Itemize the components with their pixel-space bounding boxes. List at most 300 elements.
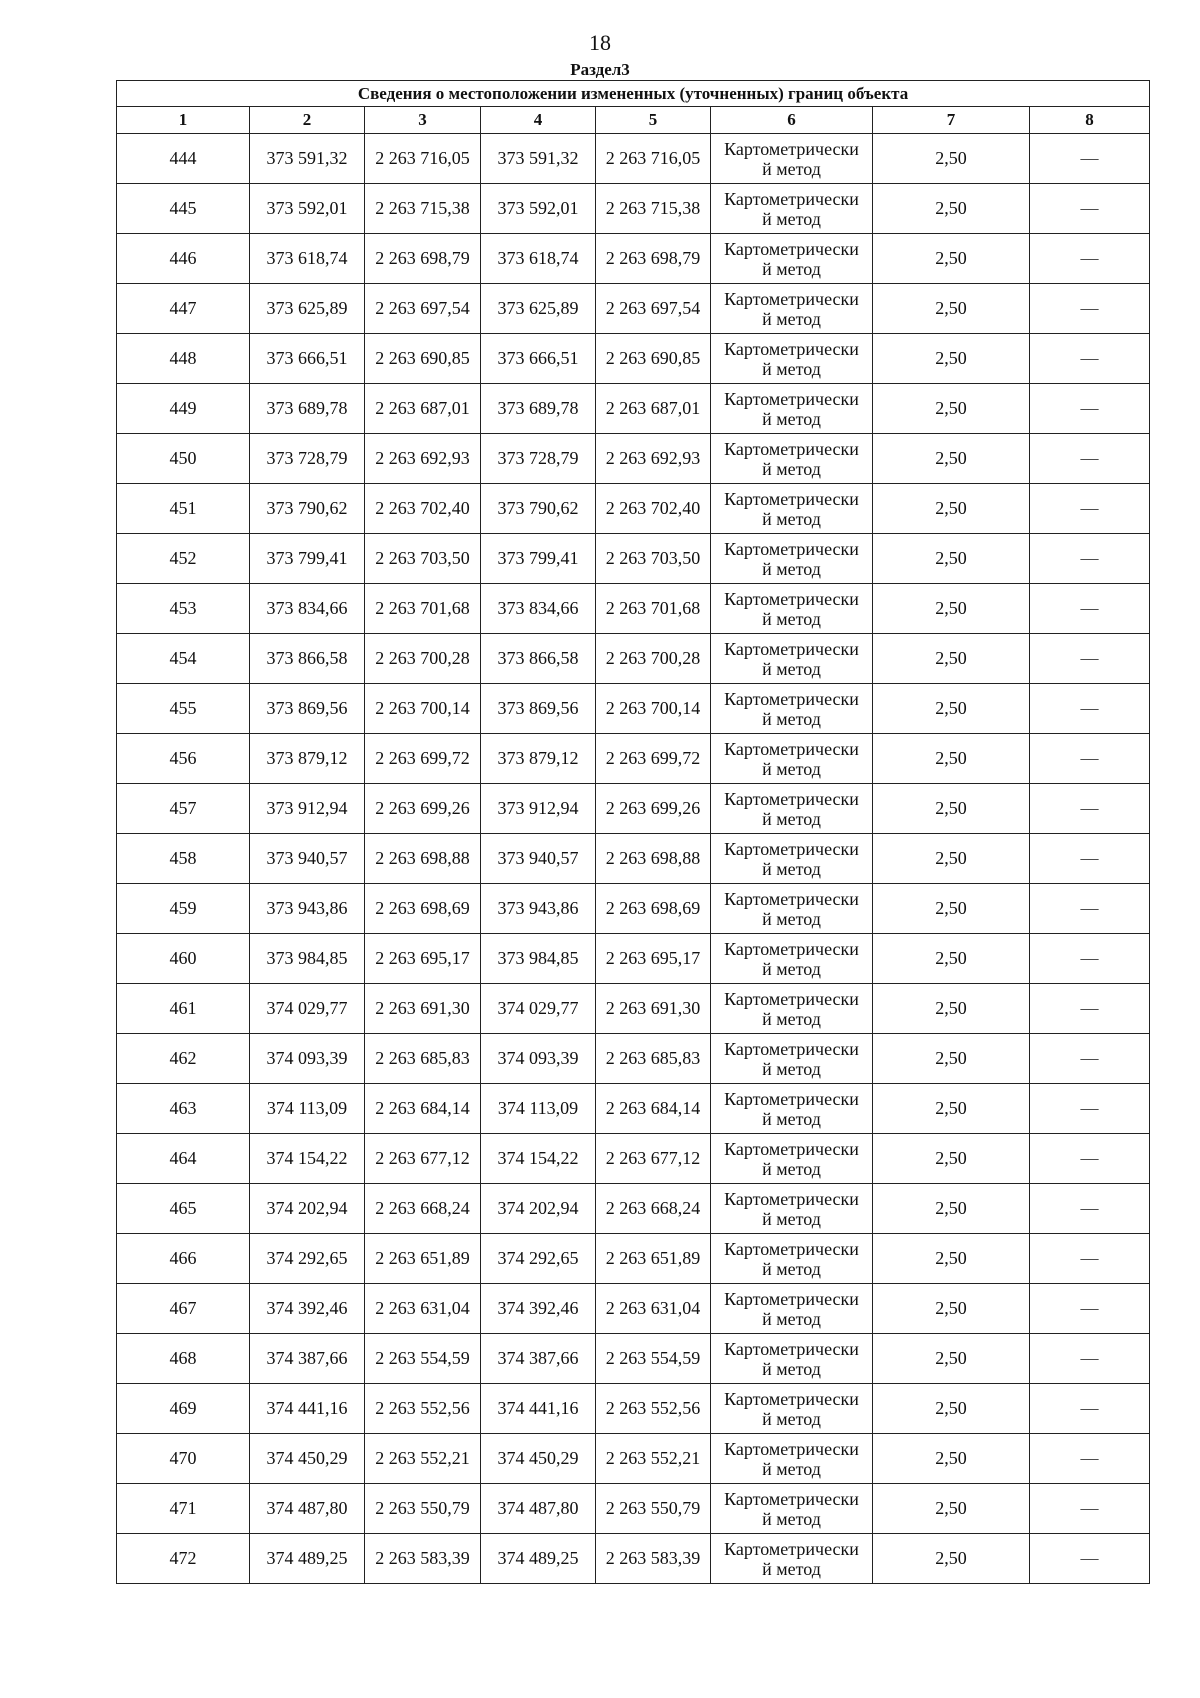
dash-cell: — [1030,984,1150,1034]
accuracy-cell: 2,50 [873,1384,1030,1434]
x-coordinate-refined: 373 866,58 [481,634,596,684]
y-coordinate-refined: 2 263 552,56 [596,1384,711,1434]
dash-cell: — [1030,234,1150,284]
boundary-table [116,80,1150,1584]
table-row [117,1534,1150,1584]
accuracy-cell: 2,50 [873,1284,1030,1334]
page-number: 18 [589,30,611,55]
x-coordinate: 374 450,29 [250,1434,365,1484]
accuracy-cell: 2,50 [873,1184,1030,1234]
dash-cell: — [1030,1034,1150,1084]
method-line-2: й метод [762,1458,821,1479]
method-line-1: Картометрически [724,888,859,909]
table-row [117,334,1150,384]
method-line-1: Картометрически [724,788,859,809]
column-number: 7 [873,107,1030,134]
y-coordinate-refined: 2 263 651,89 [596,1234,711,1284]
accuracy-cell: 2,50 [873,1434,1030,1484]
accuracy-cell: 2,50 [873,1034,1030,1084]
y-coordinate-refined: 2 263 554,59 [596,1334,711,1384]
y-coordinate-refined: 2 263 703,50 [596,534,711,584]
method-line-1: Картометрически [724,488,859,509]
accuracy-cell: 2,50 [873,434,1030,484]
dash-cell: — [1030,1134,1150,1184]
x-coordinate-refined: 374 450,29 [481,1434,596,1484]
x-coordinate: 373 940,57 [250,834,365,884]
table-row [117,184,1150,234]
point-number: 465 [117,1184,250,1234]
method-line-2: й метод [762,908,821,929]
y-coordinate-refined: 2 263 716,05 [596,134,711,184]
x-coordinate: 373 879,12 [250,734,365,784]
dash-cell: — [1030,884,1150,934]
y-coordinate-refined: 2 263 700,14 [596,684,711,734]
method-line-2: й метод [762,1358,821,1379]
point-number: 451 [117,484,250,534]
x-coordinate-refined: 373 592,01 [481,184,596,234]
x-coordinate: 373 866,58 [250,634,365,684]
method-cell [711,1034,873,1084]
y-coordinate: 2 263 700,28 [365,634,481,684]
dash-cell: — [1030,834,1150,884]
method-cell [711,134,873,184]
point-number: 449 [117,384,250,434]
accuracy-cell: 2,50 [873,634,1030,684]
x-coordinate-refined: 374 441,16 [481,1384,596,1434]
x-coordinate-refined: 374 093,39 [481,1034,596,1084]
column-number: 1 [117,107,250,134]
accuracy-cell: 2,50 [873,484,1030,534]
y-coordinate: 2 263 700,14 [365,684,481,734]
x-coordinate: 373 625,89 [250,284,365,334]
method-cell [711,684,873,734]
dash-cell: — [1030,734,1150,784]
point-number: 444 [117,134,250,184]
y-coordinate: 2 263 552,21 [365,1434,481,1484]
table-caption: Сведения о местоположении измененных (уточненных) границ объекта [117,81,1150,107]
x-coordinate: 374 489,25 [250,1534,365,1584]
dash-cell: — [1030,684,1150,734]
y-coordinate: 2 263 697,54 [365,284,481,334]
x-coordinate-refined: 374 292,65 [481,1234,596,1284]
point-number: 445 [117,184,250,234]
y-coordinate: 2 263 699,72 [365,734,481,784]
y-coordinate-refined: 2 263 699,26 [596,784,711,834]
method-line-1: Картометрически [724,938,859,959]
y-coordinate-refined: 2 263 699,72 [596,734,711,784]
method-line-1: Картометрически [724,438,859,459]
accuracy-cell: 2,50 [873,1084,1030,1134]
y-coordinate-refined: 2 263 700,28 [596,634,711,684]
x-coordinate-refined: 374 202,94 [481,1184,596,1234]
column-numbers-row [117,107,1150,134]
point-number: 464 [117,1134,250,1184]
accuracy-cell: 2,50 [873,934,1030,984]
method-line-1: Картометрически [724,538,859,559]
method-line-2: й метод [762,558,821,579]
x-coordinate: 374 202,94 [250,1184,365,1234]
dash-cell: — [1030,1334,1150,1384]
method-line-2: й метод [762,408,821,429]
x-coordinate-refined: 373 728,79 [481,434,596,484]
point-number: 472 [117,1534,250,1584]
dash-cell: — [1030,1384,1150,1434]
column-number: 3 [365,107,481,134]
y-coordinate-refined: 2 263 702,40 [596,484,711,534]
method-cell [711,734,873,784]
dash-cell: — [1030,334,1150,384]
method-cell [711,834,873,884]
method-line-1: Картометрически [724,1038,859,1059]
method-line-2: й метод [762,658,821,679]
point-number: 471 [117,1484,250,1534]
method-line-1: Картометрически [724,1488,859,1509]
x-coordinate-refined: 374 154,22 [481,1134,596,1184]
x-coordinate: 374 392,46 [250,1284,365,1334]
method-cell [711,284,873,334]
x-coordinate-refined: 373 879,12 [481,734,596,784]
table-row [117,1334,1150,1384]
method-line-2: й метод [762,1558,821,1579]
method-line-1: Картометрически [724,1538,859,1559]
dash-cell: — [1030,434,1150,484]
x-coordinate: 373 984,85 [250,934,365,984]
method-line-2: й метод [762,708,821,729]
method-cell [711,1534,873,1584]
y-coordinate-refined: 2 263 677,12 [596,1134,711,1184]
method-cell [711,784,873,834]
accuracy-cell: 2,50 [873,284,1030,334]
method-line-1: Картометрически [724,988,859,1009]
method-line-2: й метод [762,1208,821,1229]
y-coordinate: 2 263 690,85 [365,334,481,384]
method-line-1: Картометрически [724,1238,859,1259]
y-coordinate: 2 263 715,38 [365,184,481,234]
method-line-1: Картометрически [724,1288,859,1309]
table-row [117,934,1150,984]
method-line-2: й метод [762,1008,821,1029]
table-row [117,734,1150,784]
x-coordinate: 374 029,77 [250,984,365,1034]
point-number: 462 [117,1034,250,1084]
x-coordinate: 374 441,16 [250,1384,365,1434]
method-line-1: Картометрически [724,288,859,309]
x-coordinate-refined: 373 834,66 [481,584,596,634]
y-coordinate-refined: 2 263 698,79 [596,234,711,284]
method-line-1: Картометрически [724,238,859,259]
point-number: 463 [117,1084,250,1134]
method-line-2: й метод [762,858,821,879]
accuracy-cell: 2,50 [873,1134,1030,1184]
method-line-1: Картометрически [724,638,859,659]
x-coordinate: 373 799,41 [250,534,365,584]
method-line-1: Картометрически [724,1338,859,1359]
y-coordinate-refined: 2 263 684,14 [596,1084,711,1134]
y-coordinate-refined: 2 263 687,01 [596,384,711,434]
x-coordinate: 373 912,94 [250,784,365,834]
method-line-1: Картометрически [724,188,859,209]
table-row [117,384,1150,434]
x-coordinate-refined: 373 984,85 [481,934,596,984]
y-coordinate-refined: 2 263 631,04 [596,1284,711,1334]
dash-cell: — [1030,1484,1150,1534]
method-line-2: й метод [762,458,821,479]
dash-cell: — [1030,484,1150,534]
point-number: 453 [117,584,250,634]
x-coordinate: 373 790,62 [250,484,365,534]
method-cell [711,434,873,484]
dash-cell: — [1030,1284,1150,1334]
dash-cell: — [1030,634,1150,684]
method-cell [711,1284,873,1334]
method-line-2: й метод [762,1408,821,1429]
y-coordinate-refined: 2 263 695,17 [596,934,711,984]
y-coordinate: 2 263 695,17 [365,934,481,984]
method-line-1: Картометрически [724,588,859,609]
y-coordinate: 2 263 684,14 [365,1084,481,1134]
y-coordinate: 2 263 692,93 [365,434,481,484]
accuracy-cell: 2,50 [873,884,1030,934]
x-coordinate: 373 689,78 [250,384,365,434]
accuracy-cell: 2,50 [873,834,1030,884]
accuracy-cell: 2,50 [873,1334,1030,1384]
accuracy-cell: 2,50 [873,534,1030,584]
method-cell [711,884,873,934]
method-line-1: Картометрически [724,738,859,759]
method-cell [711,984,873,1034]
x-coordinate-refined: 373 689,78 [481,384,596,434]
table-row [117,984,1150,1034]
method-line-2: й метод [762,1108,821,1129]
dash-cell: — [1030,384,1150,434]
method-cell [711,934,873,984]
table-row [117,684,1150,734]
method-line-1: Картометрически [724,138,859,159]
table-row [117,1034,1150,1084]
table-row [117,1434,1150,1484]
method-cell [711,584,873,634]
method-cell [711,1184,873,1234]
method-line-2: й метод [762,308,821,329]
y-coordinate: 2 263 687,01 [365,384,481,434]
dash-cell: — [1030,784,1150,834]
y-coordinate: 2 263 651,89 [365,1234,481,1284]
method-line-1: Картометрически [724,1388,859,1409]
table-row [117,1084,1150,1134]
dash-cell: — [1030,1084,1150,1134]
column-number: 8 [1030,107,1150,134]
y-coordinate: 2 263 691,30 [365,984,481,1034]
y-coordinate: 2 263 668,24 [365,1184,481,1234]
x-coordinate: 374 292,65 [250,1234,365,1284]
y-coordinate-refined: 2 263 583,39 [596,1534,711,1584]
dash-cell: — [1030,584,1150,634]
point-number: 460 [117,934,250,984]
x-coordinate: 373 728,79 [250,434,365,484]
table-row [117,1384,1150,1434]
x-coordinate: 374 093,39 [250,1034,365,1084]
method-line-2: й метод [762,1258,821,1279]
x-coordinate-refined: 373 666,51 [481,334,596,384]
method-cell [711,184,873,234]
method-cell [711,1384,873,1434]
table-row [117,884,1150,934]
dash-cell: — [1030,1434,1150,1484]
point-number: 450 [117,434,250,484]
x-coordinate-refined: 374 113,09 [481,1084,596,1134]
method-line-1: Картометрически [724,1088,859,1109]
method-cell [711,484,873,534]
table-row [117,634,1150,684]
point-number: 467 [117,1284,250,1334]
y-coordinate: 2 263 716,05 [365,134,481,184]
y-coordinate: 2 263 701,68 [365,584,481,634]
point-number: 456 [117,734,250,784]
y-coordinate: 2 263 703,50 [365,534,481,584]
table-row [117,1484,1150,1534]
y-coordinate: 2 263 552,56 [365,1384,481,1434]
table-row [117,1234,1150,1284]
y-coordinate: 2 263 702,40 [365,484,481,534]
x-coordinate: 373 591,32 [250,134,365,184]
x-coordinate-refined: 374 387,66 [481,1334,596,1384]
table-row [117,434,1150,484]
point-number: 461 [117,984,250,1034]
method-line-2: й метод [762,808,821,829]
y-coordinate: 2 263 631,04 [365,1284,481,1334]
point-number: 469 [117,1384,250,1434]
method-line-2: й метод [762,1308,821,1329]
y-coordinate: 2 263 698,69 [365,884,481,934]
method-cell [711,1434,873,1484]
x-coordinate: 373 834,66 [250,584,365,634]
y-coordinate-refined: 2 263 685,83 [596,1034,711,1084]
y-coordinate-refined: 2 263 697,54 [596,284,711,334]
x-coordinate-refined: 373 625,89 [481,284,596,334]
method-line-1: Картометрически [724,388,859,409]
column-number: 6 [711,107,873,134]
accuracy-cell: 2,50 [873,684,1030,734]
method-cell [711,234,873,284]
method-cell [711,1084,873,1134]
dash-cell: — [1030,284,1150,334]
method-line-1: Картометрически [724,688,859,709]
x-coordinate-refined: 373 912,94 [481,784,596,834]
method-line-2: й метод [762,1058,821,1079]
method-line-2: й метод [762,358,821,379]
method-cell [711,1334,873,1384]
accuracy-cell: 2,50 [873,184,1030,234]
method-cell [711,1234,873,1284]
point-number: 468 [117,1334,250,1384]
accuracy-cell: 2,50 [873,384,1030,434]
x-coordinate: 373 666,51 [250,334,365,384]
table-row [117,834,1150,884]
point-number: 446 [117,234,250,284]
y-coordinate-refined: 2 263 552,21 [596,1434,711,1484]
x-coordinate-refined: 373 799,41 [481,534,596,584]
method-line-1: Картометрически [724,1438,859,1459]
method-line-1: Картометрически [724,838,859,859]
x-coordinate: 373 869,56 [250,684,365,734]
y-coordinate-refined: 2 263 698,69 [596,884,711,934]
table-row [117,1284,1150,1334]
method-line-1: Картометрически [724,1138,859,1159]
method-line-2: й метод [762,1158,821,1179]
x-coordinate: 373 943,86 [250,884,365,934]
accuracy-cell: 2,50 [873,784,1030,834]
dash-cell: — [1030,934,1150,984]
accuracy-cell: 2,50 [873,234,1030,284]
table-row [117,534,1150,584]
x-coordinate: 374 387,66 [250,1334,365,1384]
section-title: Раздел3 [570,60,630,79]
y-coordinate-refined: 2 263 715,38 [596,184,711,234]
y-coordinate: 2 263 699,26 [365,784,481,834]
column-number: 5 [596,107,711,134]
y-coordinate: 2 263 554,59 [365,1334,481,1384]
point-number: 447 [117,284,250,334]
table-row [117,284,1150,334]
table-row [117,784,1150,834]
accuracy-cell: 2,50 [873,734,1030,784]
point-number: 455 [117,684,250,734]
method-line-2: й метод [762,608,821,629]
table-row [117,484,1150,534]
x-coordinate-refined: 374 487,80 [481,1484,596,1534]
y-coordinate: 2 263 677,12 [365,1134,481,1184]
x-coordinate: 374 487,80 [250,1484,365,1534]
point-number: 458 [117,834,250,884]
column-number: 4 [481,107,596,134]
y-coordinate: 2 263 698,79 [365,234,481,284]
method-cell [711,534,873,584]
y-coordinate: 2 263 685,83 [365,1034,481,1084]
x-coordinate-refined: 374 489,25 [481,1534,596,1584]
dash-cell: — [1030,134,1150,184]
accuracy-cell: 2,50 [873,1484,1030,1534]
x-coordinate-refined: 374 029,77 [481,984,596,1034]
point-number: 457 [117,784,250,834]
x-coordinate-refined: 374 392,46 [481,1284,596,1334]
y-coordinate-refined: 2 263 698,88 [596,834,711,884]
dash-cell: — [1030,534,1150,584]
y-coordinate-refined: 2 263 692,93 [596,434,711,484]
method-cell [711,1484,873,1534]
method-line-2: й метод [762,758,821,779]
method-cell [711,384,873,434]
point-number: 448 [117,334,250,384]
method-cell [711,634,873,684]
point-number: 470 [117,1434,250,1484]
y-coordinate-refined: 2 263 690,85 [596,334,711,384]
method-line-2: й метод [762,1508,821,1529]
y-coordinate-refined: 2 263 668,24 [596,1184,711,1234]
x-coordinate-refined: 373 591,32 [481,134,596,184]
x-coordinate: 374 154,22 [250,1134,365,1184]
dash-cell: — [1030,1184,1150,1234]
table-row [117,584,1150,634]
accuracy-cell: 2,50 [873,334,1030,384]
point-number: 466 [117,1234,250,1284]
method-line-2: й метод [762,158,821,179]
column-number: 2 [250,107,365,134]
y-coordinate: 2 263 698,88 [365,834,481,884]
method-cell [711,334,873,384]
y-coordinate-refined: 2 263 550,79 [596,1484,711,1534]
dash-cell: — [1030,1534,1150,1584]
method-line-2: й метод [762,508,821,529]
